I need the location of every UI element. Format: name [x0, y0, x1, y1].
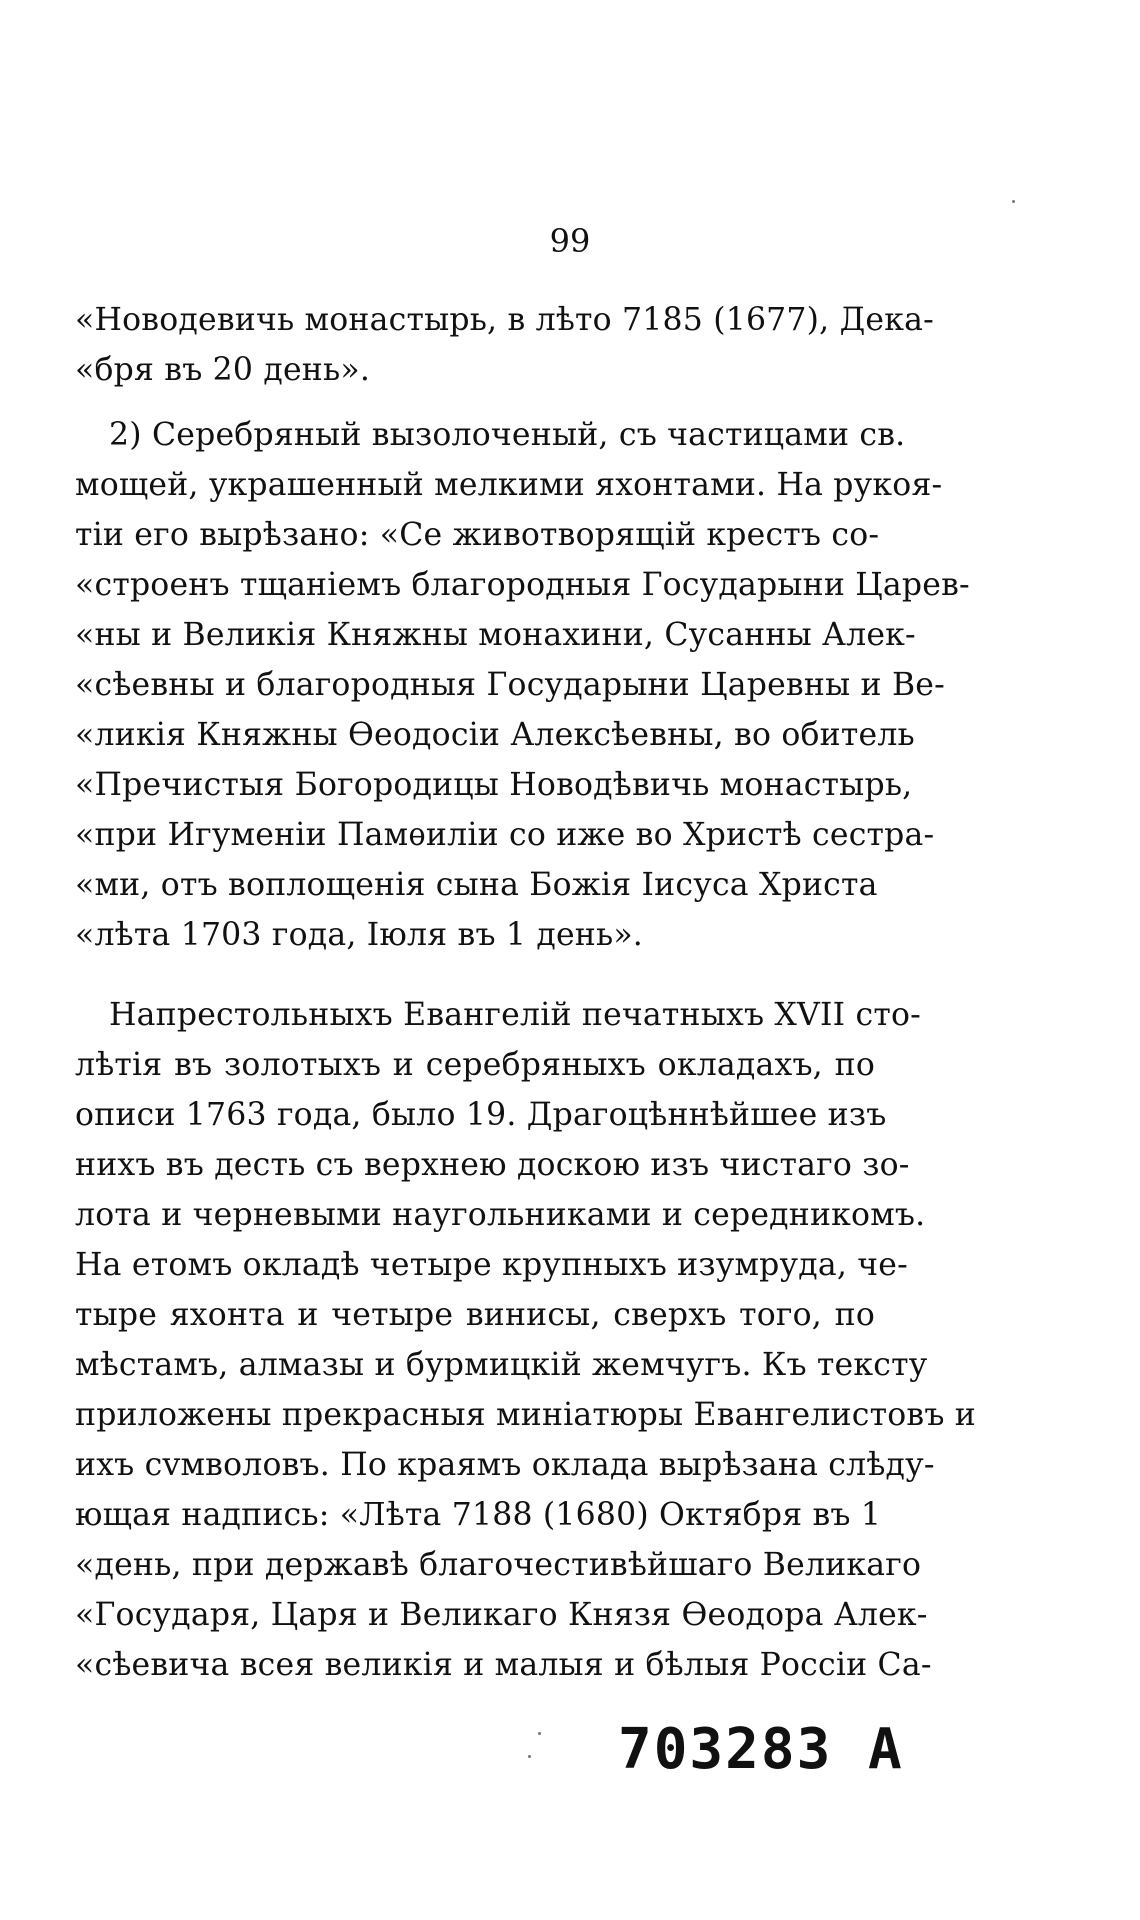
- text-line: ихъ сvмволовъ. По краямъ оклада вырѣзана слѣду-: [75, 1447, 935, 1483]
- text-line: На етомъ окладѣ четыре крупныхъ изумруда, че-: [75, 1247, 908, 1283]
- text-line: приложены прекрасныя миніатюры Евангелистовъ и: [75, 1397, 976, 1433]
- page-number: 99: [549, 222, 591, 260]
- paragraph-3: [75, 990, 976, 1690]
- text-line: «лѣта 1703 года, Іюля въ 1 день».: [75, 917, 644, 953]
- text-line: мощей, украшенный мелкими яхонтами. На рукоя-: [75, 467, 943, 503]
- text-line: «строенъ тщаніемъ благородныя Государыни Царев-: [75, 567, 970, 603]
- text-line: нихъ въ десть съ верхнею доскою изъ чистаго зо-: [75, 1147, 910, 1183]
- paragraph-2: [75, 410, 970, 960]
- speck: [1012, 200, 1015, 203]
- text-line: мѣстамъ, алмазы и бурмицкій жемчугъ. Къ тексту: [75, 1347, 928, 1383]
- text-line: «ми, отъ воплощенія сына Божія Іисуса Христа: [75, 867, 878, 903]
- text-line: лѣтія въ золотыхъ и серебряныхъ окладахъ, по: [75, 1047, 875, 1083]
- text-line: «Пречистыя Богородицы Новодѣвичь монастырь,: [75, 767, 913, 803]
- text-line: «при Игуменіи Памѳиліи со иже во Христѣ сестра-: [75, 817, 935, 853]
- text-line: «день, при державѣ благочестивѣйшаго Великаго: [75, 1547, 922, 1583]
- text-line: тіи его вырѣзано: «Се животворящій крестъ со-: [75, 517, 880, 553]
- text-line: «сѣевича всея великія и малыя и бѣлыя Россіи Са-: [75, 1647, 932, 1683]
- text-line: ющая надпись: «Лѣта 7188 (1680) Октября въ 1: [75, 1497, 882, 1533]
- text-line: «сѣевны и благородныя Государыни Царевны и Ве-: [75, 667, 945, 703]
- text-line: «Новодевичь монастырь, в лѣто 7185 (1677), Дека-: [75, 302, 934, 338]
- text-line: лота и черневыми наугольниками и середникомъ.: [75, 1197, 926, 1233]
- text-line: «ликія Княжны Ѳеодосіи Алексѣевны, во обитель: [75, 717, 915, 753]
- text-line: «ны и Великія Княжны монахини, Сусанны Алек-: [75, 617, 916, 653]
- text-line: тыре яхонта и четыре винисы, сверхъ того, по: [75, 1297, 875, 1333]
- text-line: 2) Серебряный вызолоченый, съ частицами св.: [109, 417, 906, 453]
- text-line: «бря въ 20 день».: [75, 352, 371, 388]
- text-line: Напрестольныхъ Евангелій печатныхъ XVII сто-: [109, 997, 921, 1033]
- text-line: «Государя, Царя и Великаго Князя Ѳеодора Алек-: [75, 1597, 928, 1633]
- speck: [538, 1732, 541, 1735]
- paragraph-1: [75, 295, 934, 395]
- speck: [528, 1755, 531, 1758]
- library-stamp: 703283 A: [618, 1717, 904, 1782]
- text-line: описи 1763 года, было 19. Драгоцѣннѣйшее изъ: [75, 1097, 887, 1133]
